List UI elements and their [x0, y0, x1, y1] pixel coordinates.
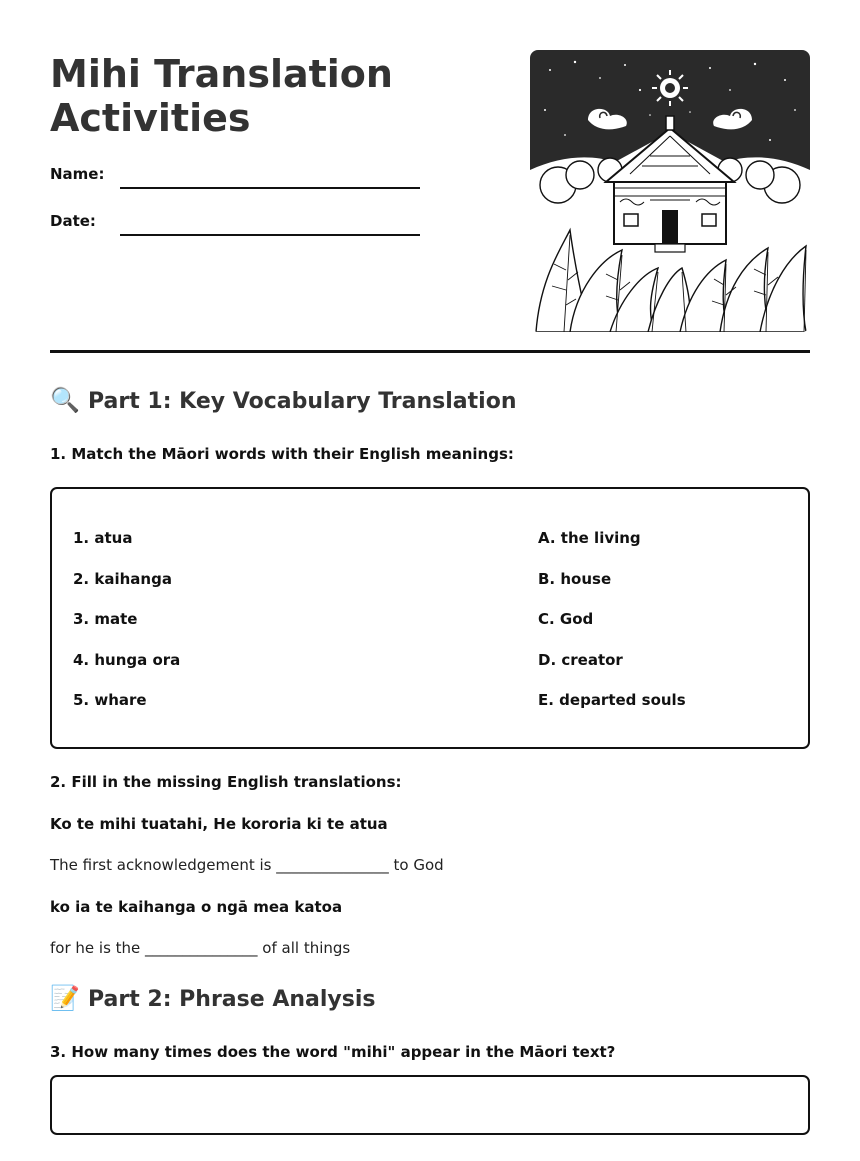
question-3: 3. How many times does the word "mihi" appear in the Māori text? [50, 1043, 616, 1061]
part1-heading-text: Part 1: Key Vocabulary Translation [88, 388, 517, 414]
date-field[interactable] [120, 234, 420, 236]
english-fill-in-1[interactable]: The first acknowledgement is _______________ to God [50, 856, 444, 874]
maori-word: 2. kaihanga [73, 570, 172, 588]
header-divider [50, 350, 810, 353]
wharenui-illustration [530, 50, 810, 332]
english-meaning: B. house [538, 570, 612, 588]
maori-phrase-2: ko ia te kaihanga o ngā mea katoa [50, 898, 343, 916]
part1-heading [50, 386, 516, 416]
matching-box [50, 487, 810, 749]
part2-heading-text: Part 2: Phrase Analysis [88, 986, 376, 1012]
page-title [50, 52, 510, 140]
maori-word: 1. atua [73, 529, 133, 547]
english-meaning: E. departed souls [538, 691, 686, 709]
maori-word: 4. hunga ora [73, 651, 181, 669]
question-1: 1. Match the Māori words with their English meanings: [50, 445, 514, 463]
part2-heading [50, 984, 375, 1014]
english-meaning: A. the living [538, 529, 641, 547]
name-field[interactable] [120, 187, 420, 189]
english-meaning: D. creator [538, 651, 623, 669]
question-2: 2. Fill in the missing English translations: [50, 773, 402, 791]
title-line-2: Activities [50, 96, 251, 140]
title-line-1: Mihi Translation [50, 52, 393, 96]
name-label: Name: [50, 165, 105, 183]
memo-icon: 📝 [50, 984, 80, 1012]
english-fill-in-2[interactable]: for he is the _______________ of all things [50, 939, 351, 957]
magnifier-icon: 🔍 [50, 386, 80, 414]
english-meaning: C. God [538, 610, 594, 628]
maori-phrase-1: Ko te mihi tuatahi, He kororia ki te atua [50, 815, 388, 833]
date-label: Date: [50, 212, 96, 230]
answer-box-q3[interactable] [50, 1075, 810, 1135]
maori-word: 5. whare [73, 691, 147, 709]
maori-word: 3. mate [73, 610, 138, 628]
